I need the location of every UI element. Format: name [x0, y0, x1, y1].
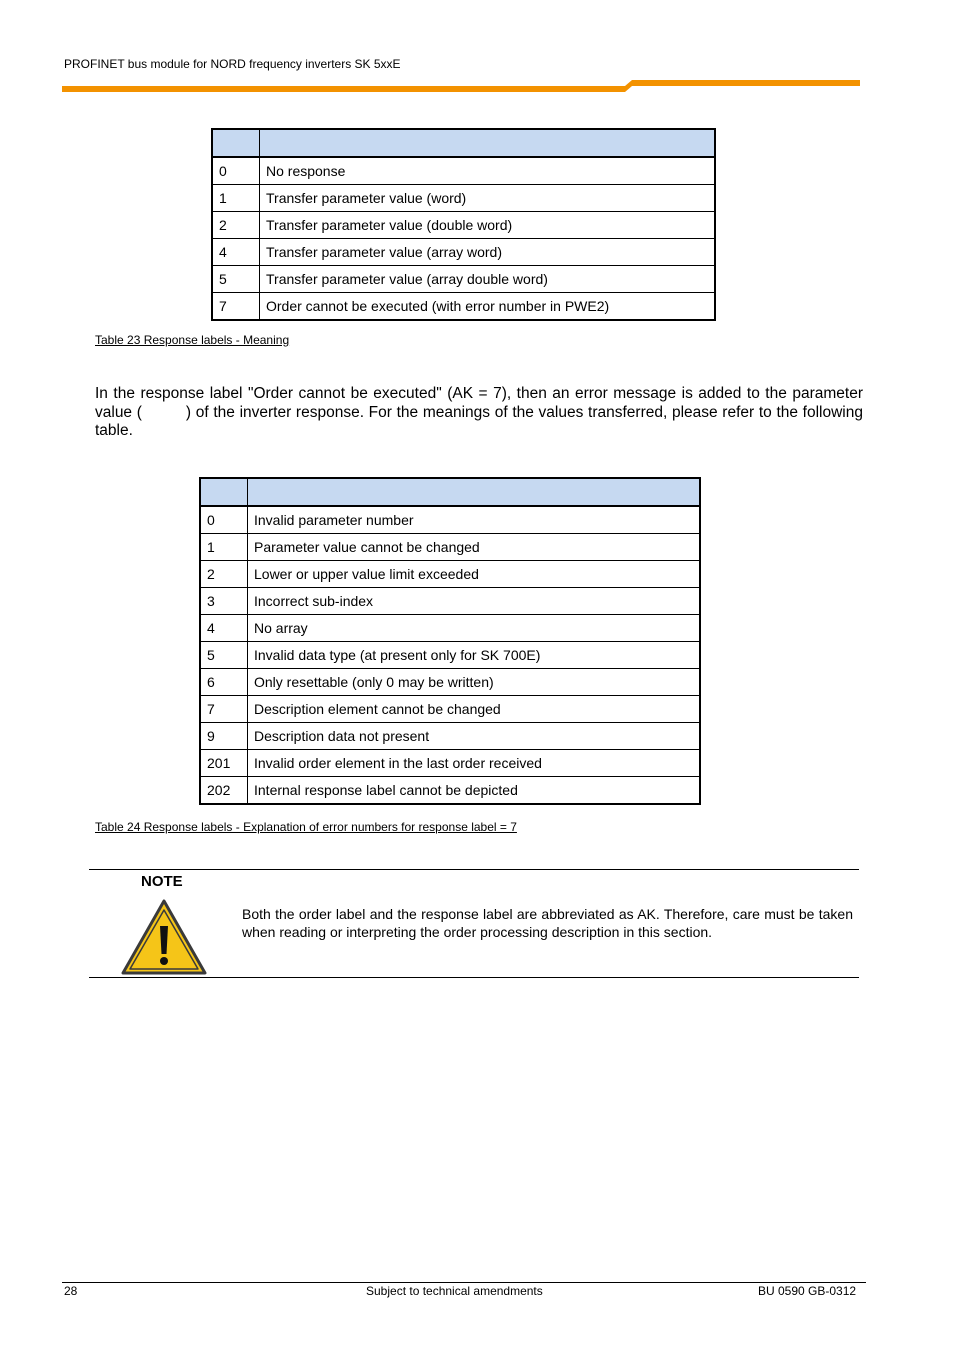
code-cell: 1 — [212, 185, 260, 212]
meaning-cell: Internal response label cannot be depicted — [248, 777, 701, 805]
meaning-cell: Invalid data type (at present only for SK 700E) — [248, 642, 701, 669]
code-cell: 3 — [200, 588, 248, 615]
meaning-cell: Transfer parameter value (array double word) — [260, 266, 716, 293]
meaning-cell: Invalid order element in the last order received — [248, 750, 701, 777]
meaning-cell: Parameter value cannot be changed — [248, 534, 701, 561]
table-row — [212, 239, 715, 266]
note-bottom-rule — [89, 977, 859, 978]
table-caption: Table 23 Response labels - Meaning — [95, 333, 290, 347]
table-row — [200, 669, 700, 696]
meaning-cell: Order cannot be executed (with error number in PWE2) — [260, 293, 716, 321]
header-cell — [260, 129, 716, 157]
table-row — [200, 615, 700, 642]
table-row — [200, 723, 700, 750]
header-cell — [212, 129, 260, 157]
table-row — [212, 266, 715, 293]
table-header-row — [200, 478, 700, 506]
note-text: Both the order label and the response label are abbreviated as AK. Therefore, care must be taken when reading or interpreting the order processing description in this section. — [242, 906, 853, 940]
meaning-cell: Incorrect sub-index — [248, 588, 701, 615]
header-title: PROFINET bus module for NORD frequency inverters SK 5xxE — [64, 57, 401, 71]
table-row — [200, 561, 700, 588]
header-cell — [248, 478, 701, 506]
code-cell: 0 — [200, 506, 248, 534]
table-row — [200, 777, 700, 805]
code-cell: 1 — [200, 534, 248, 561]
table-row — [200, 750, 700, 777]
code-cell: 7 — [212, 293, 260, 321]
code-cell: 201 — [200, 750, 248, 777]
meaning-cell: No response — [260, 157, 716, 185]
table-row — [200, 534, 700, 561]
code-cell: 202 — [200, 777, 248, 805]
table-row — [212, 157, 715, 185]
response-labels-table — [211, 128, 716, 321]
document-id: BU 0590 GB-0312 — [758, 1284, 857, 1298]
table-row — [200, 588, 700, 615]
table-caption: Table 24 Response labels - Explanation of error numbers for response label = 7 — [95, 820, 517, 834]
code-cell: 2 — [212, 212, 260, 239]
body-paragraph — [95, 385, 863, 441]
table-row — [212, 293, 715, 321]
meaning-cell: Only resettable (only 0 may be written) — [248, 669, 701, 696]
footer-center-text: Subject to technical amendments — [366, 1284, 543, 1298]
meaning-cell: Transfer parameter value (double word) — [260, 212, 716, 239]
page-number: 28 — [64, 1284, 78, 1298]
header-cell — [200, 478, 248, 506]
warning-icon — [120, 898, 208, 976]
paragraph-text: ) of the inverter response. For the meanings of the values transferred, please refer to the following table. — [95, 403, 863, 439]
meaning-cell: Transfer parameter value (array word) — [260, 239, 716, 266]
code-cell: 5 — [212, 266, 260, 293]
header-accent-bar — [62, 78, 862, 96]
note-title: NOTE — [141, 873, 183, 890]
meaning-cell: No array — [248, 615, 701, 642]
table-row — [212, 212, 715, 239]
code-cell: 7 — [200, 696, 248, 723]
code-cell: 5 — [200, 642, 248, 669]
code-cell: 2 — [200, 561, 248, 588]
meaning-cell: Transfer parameter value (word) — [260, 185, 716, 212]
note-top-rule — [89, 869, 859, 870]
error-numbers-table — [199, 477, 701, 805]
code-cell: 0 — [212, 157, 260, 185]
code-cell: 6 — [200, 669, 248, 696]
meaning-cell: Invalid parameter number — [248, 506, 701, 534]
table-row — [200, 642, 700, 669]
meaning-cell: Description data not present — [248, 723, 701, 750]
code-cell: 9 — [200, 723, 248, 750]
code-cell: 4 — [212, 239, 260, 266]
meaning-cell: Lower or upper value limit exceeded — [248, 561, 701, 588]
paragraph-text: In the response label "Order cannot be executed" (AK = 7), then an error message is added to the parameter value ( — [95, 385, 863, 421]
table-row — [200, 506, 700, 534]
table-row — [212, 185, 715, 212]
table-header-row — [212, 129, 715, 157]
meaning-cell: Description element cannot be changed — [248, 696, 701, 723]
footer-rule — [62, 1282, 866, 1283]
code-cell: 4 — [200, 615, 248, 642]
table-row — [200, 696, 700, 723]
